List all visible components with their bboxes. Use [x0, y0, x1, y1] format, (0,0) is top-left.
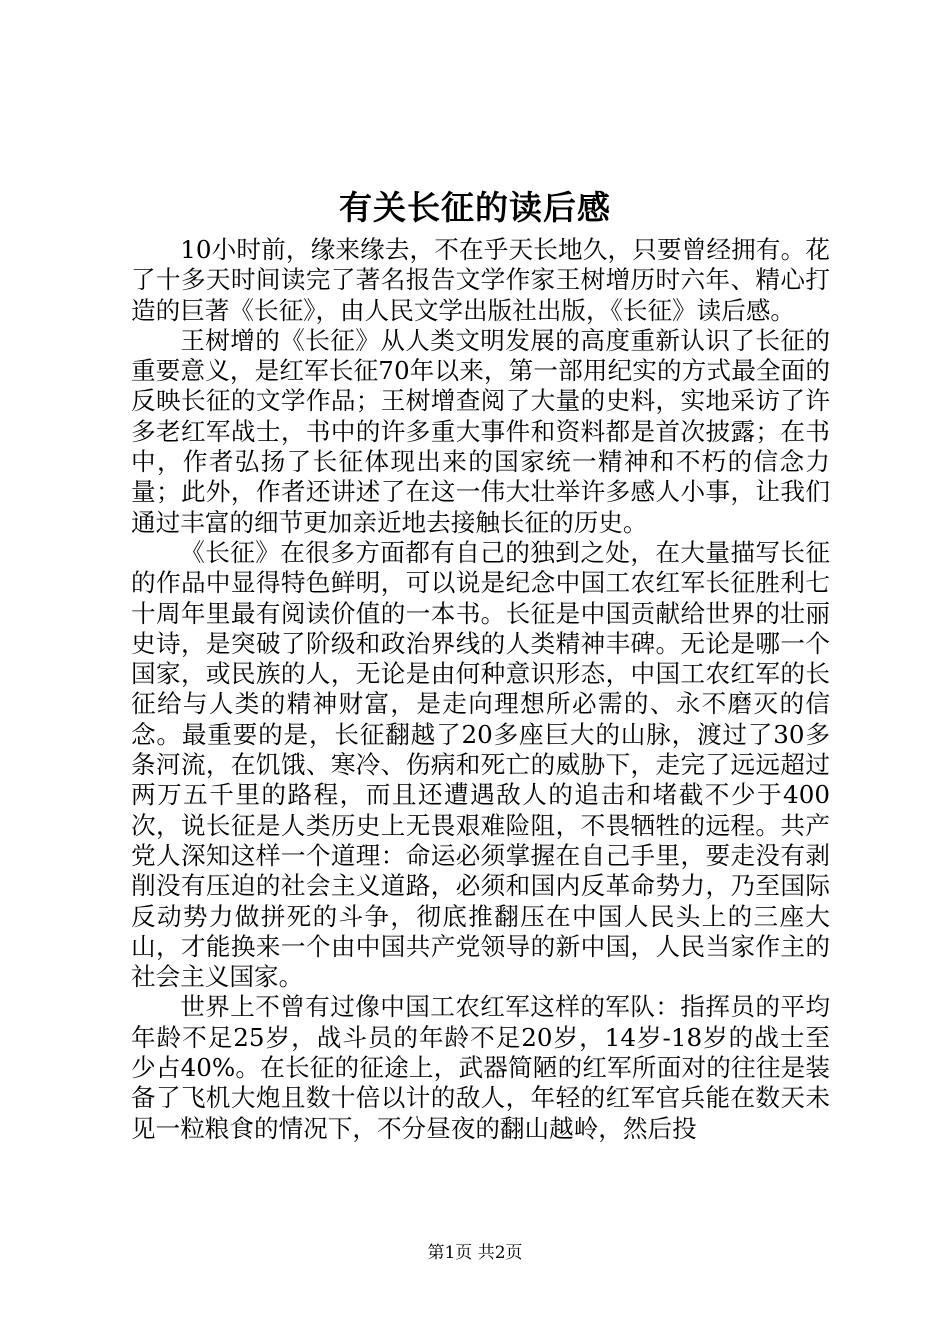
document-title: 有关长征的读后感: [339, 188, 611, 227]
paragraph-4: 世界上不曾有过像中国工农红军这样的军队：指挥员的平均年龄不足25岁，战斗员的年龄不足20岁，14岁-18岁的战士至少占40%。在长征的征途上，武器简陋的红军所面对的往往是装备了飞机大炮且数十倍以计的敌人，年轻的红军官兵能在数天未见一粒粮食的情况下，不分昼夜的翻山越岭，然后投: [131, 992, 830, 1143]
document-body: [131, 235, 830, 1144]
paragraph-1: 10小时前，缘来缘去，不在乎天长地久，只要曾经拥有。花了十多天时间读完了著名报告文学作家王树增历时六年、精心打造的巨著《长征》，由人民文学出版社出版，《长征》读后感。: [131, 235, 830, 325]
paragraph-2: 王树增的《长征》从人类文明发展的高度重新认识了长征的重要意义，是红军长征70年以来，第一部用纪实的方式最全面的反映长征的文学作品；王树增查阅了大量的史料，实地采访了许多老红军战士，书中的许多重大事件和资料都是首次披露；在书中，作者弘扬了长征体现出来的国家统一精神和不朽的信念力量；此外，作者还讲述了在这一伟大壮举许多感人小事，让我们通过丰富的细节更加亲近地去接触长征的历史。: [131, 325, 830, 537]
paragraph-3: 《长征》在很多方面都有自己的独到之处，在大量描写长征的作品中显得特色鲜明，可以说是纪念中国工农红军长征胜利七十周年里最有阅读价值的一本书。长征是中国贡献给世界的壮丽史诗，是突破了阶级和政治界线的人类精神丰碑。无论是哪一个国家，或民族的人，无论是由何种意识形态，中国工农红军的长征给与人类的精神财富，是走向理想所必需的、永不磨灭的信念。最重要的是，长征翻越了20多座巨大的山脉，渡过了30多条河流，在饥饿、寒冷、伤病和死亡的威胁下，走完了远远超过两万五千里的路程，而且还遭遇敌人的追击和堵截不少于400次，说长征是人类历史上无畏艰难险阻，不畏牺牲的远程。共产党人深知这样一个道理：命运必须掌握在自己手里，要走没有剥削没有压迫的社会主义道路，必须和国内反革命势力，乃至国际反动势力做拼死的斗争，彻底推翻压在中国人民头上的三座大山，才能换来一个由中国共产党领导的新中国，人民当家作主的社会主义国家。: [131, 537, 830, 992]
page-number-footer: 第1页 共2页: [427, 1243, 523, 1263]
